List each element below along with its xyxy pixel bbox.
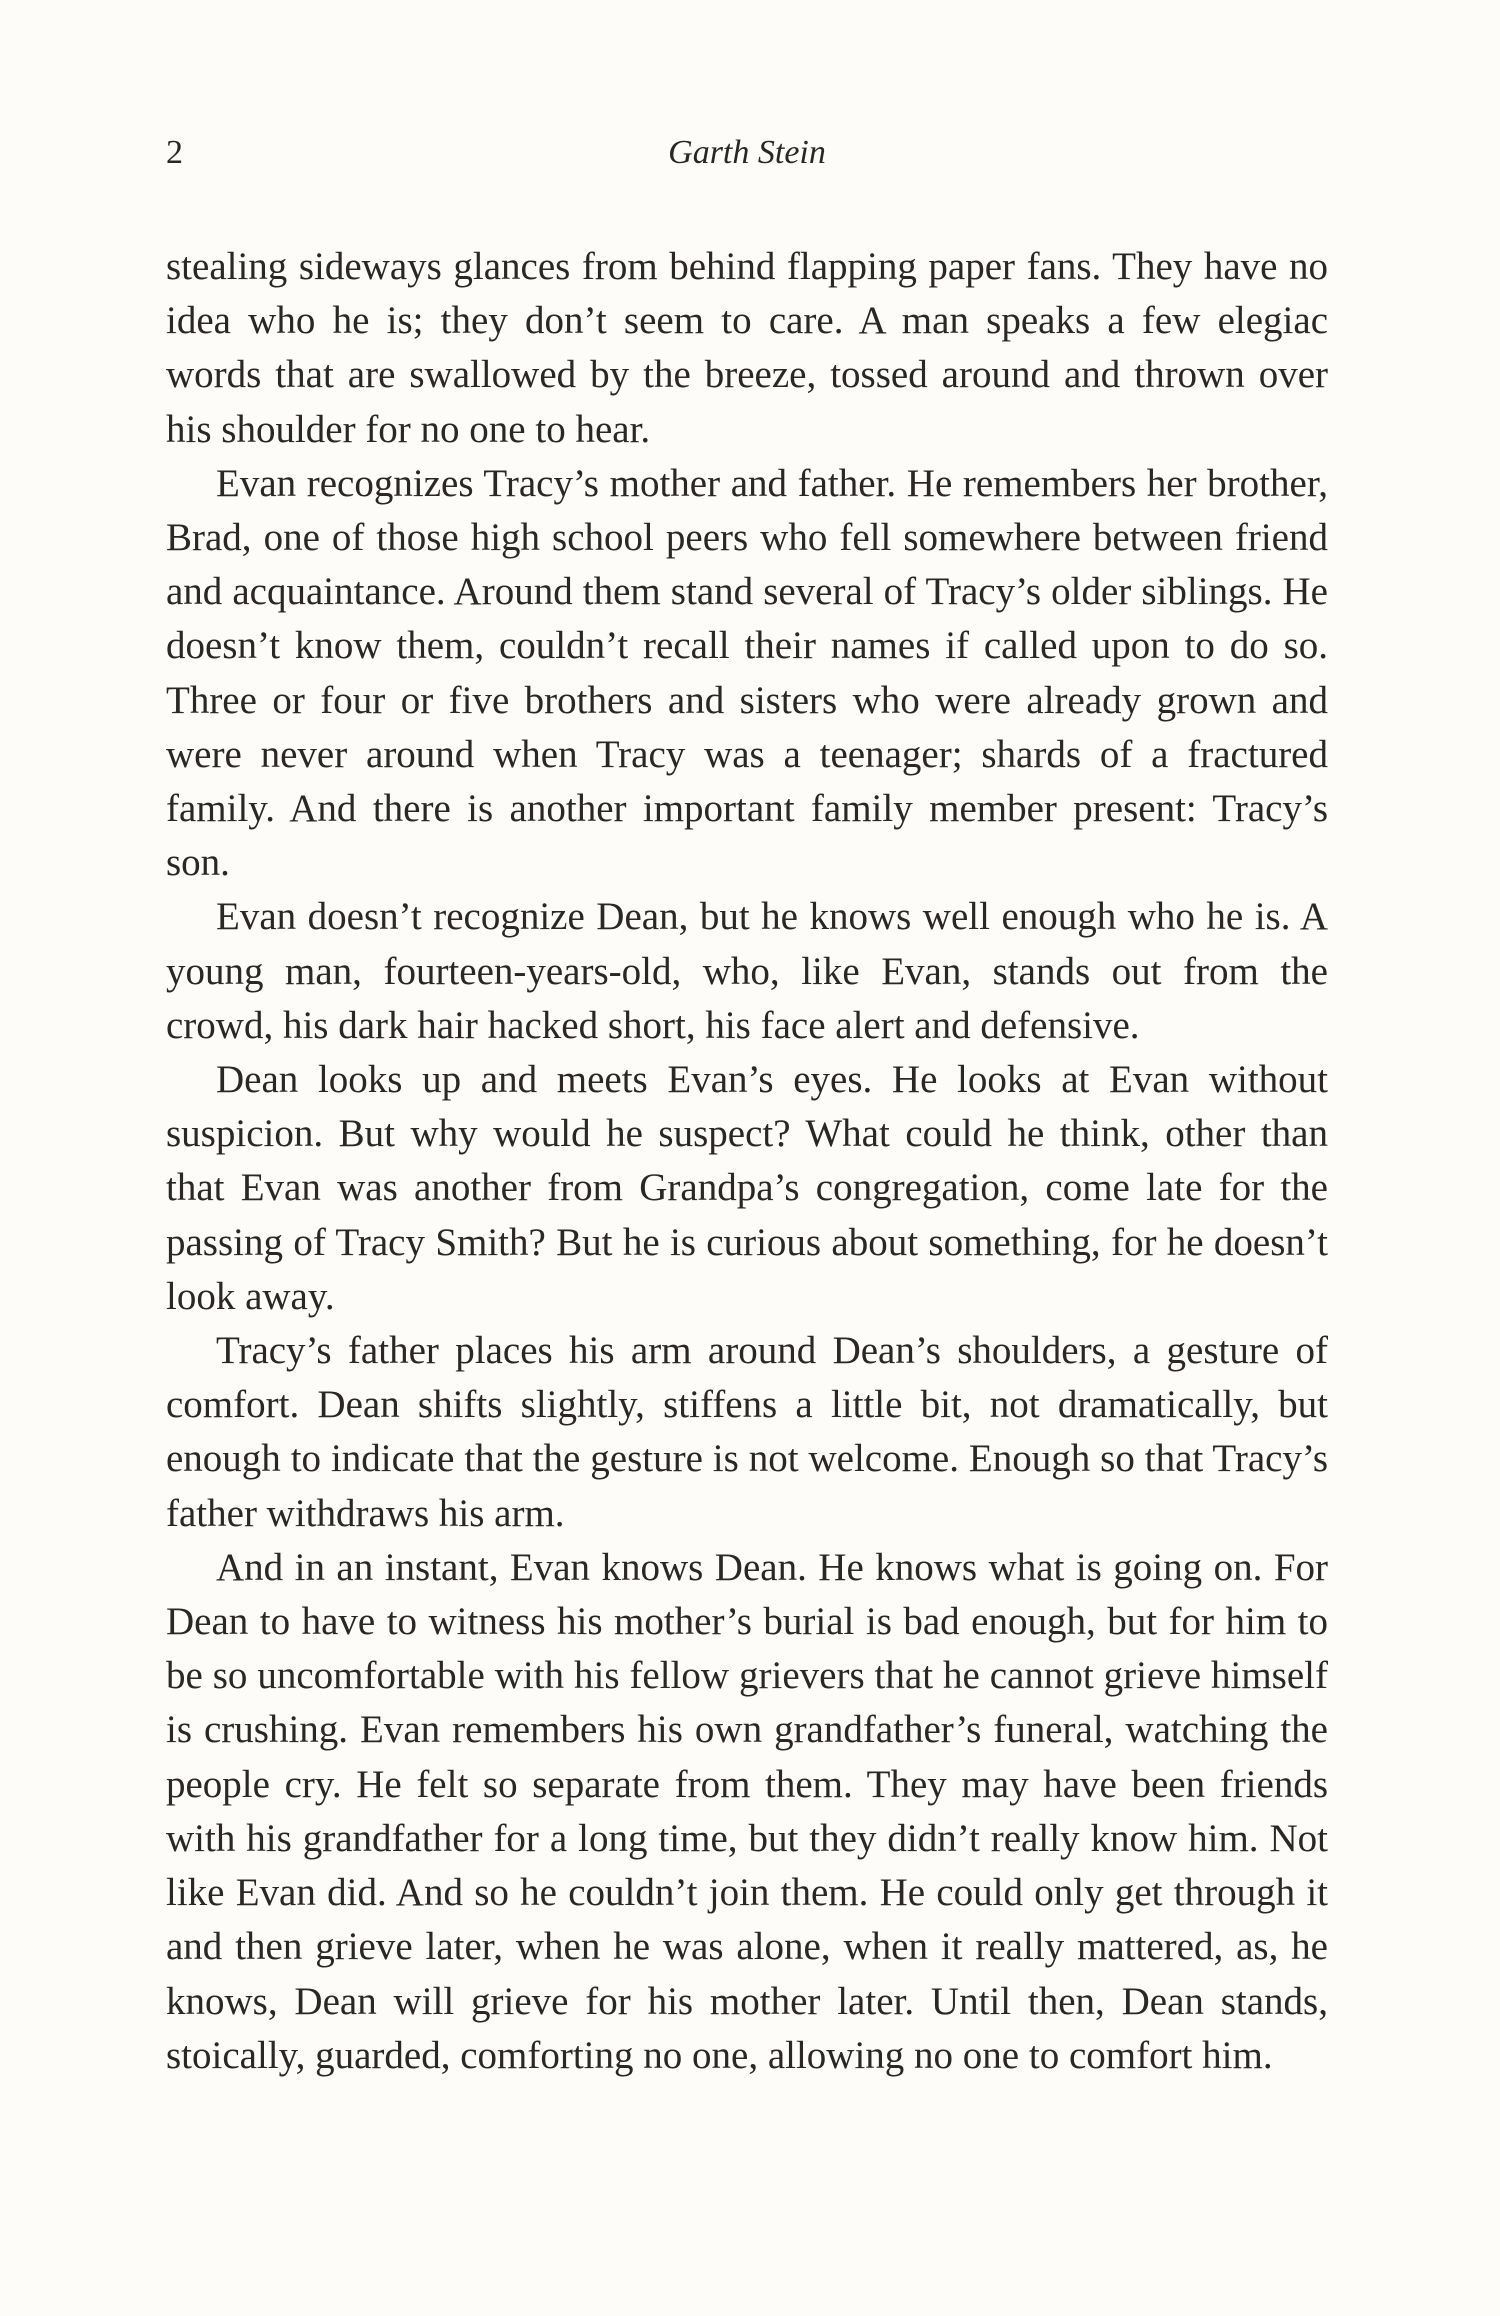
- paragraph: stealing sideways glances from behind flapping paper fans. They have no idea who he is; they don’t seem to care. A man speaks a few elegiac words that are swallowed by the breeze, tossed around and thrown over his shoulder for no one to hear.: [166, 245, 1328, 451]
- running-head-author: Garth Stein: [668, 134, 826, 171]
- paragraph: And in an instant, Evan knows Dean. He knows what is going on. For Dean to have to witness his mother’s burial is bad enough, but for him to be so uncomfortable with his fellow grievers that he cannot grieve himself is crushing. Evan remembers his own grandfather’s funeral, watching the people cry. He felt so separate from them. They may have been friends with his grandfather for a long time, but they didn’t really know him. Not like Evan did. And so he couldn’t join them. He could only get through it and then grieve later, when he was alone, when it really mattered, as, he knows, Dean will grieve for his mother later. Until then, Dean stands, stoically, guarded, comforting no one, allowing no one to comfort him.: [166, 1545, 1328, 2077]
- paragraph: Evan doesn’t recognize Dean, but he knows well enough who he is. A young man, fourteen-years-old, who, like Evan, stands out from the crowd, his dark hair hacked short, his face alert and defensive.: [166, 895, 1328, 1047]
- running-head: [166, 128, 1328, 178]
- paragraph: Dean looks up and meets Evan’s eyes. He looks at Evan without suspicion. But why would he suspect? What could he think, other than that Evan was another from Grandpa’s congregation, come late for the passing of Tracy Smith? But he is curious about something, for he doesn’t look away.: [166, 1058, 1328, 1318]
- paragraph: Tracy’s father places his arm around Dean’s shoulders, a gesture of comfort. Dean shifts slightly, stiffens a little bit, not dramatically, but enough to indicate that the gesture is not welcome. Enough so that Tracy’s father withdraws his arm.: [166, 1329, 1328, 1535]
- page-number: 2: [166, 134, 183, 171]
- paragraph: Evan recognizes Tracy’s mother and father. He remembers her brother, Brad, one of those high school peers who fell somewhere between friend and acquaintance. Around them stand several of Tracy’s older siblings. He doesn’t know them, couldn’t recall their names if called upon to do so. Three or four or five brothers and sisters who were already grown and were never around when Tracy was a teenager; shards of a fractured family. And there is another important family member present: Tracy’s son.: [166, 461, 1328, 885]
- body-text: [166, 240, 1328, 2083]
